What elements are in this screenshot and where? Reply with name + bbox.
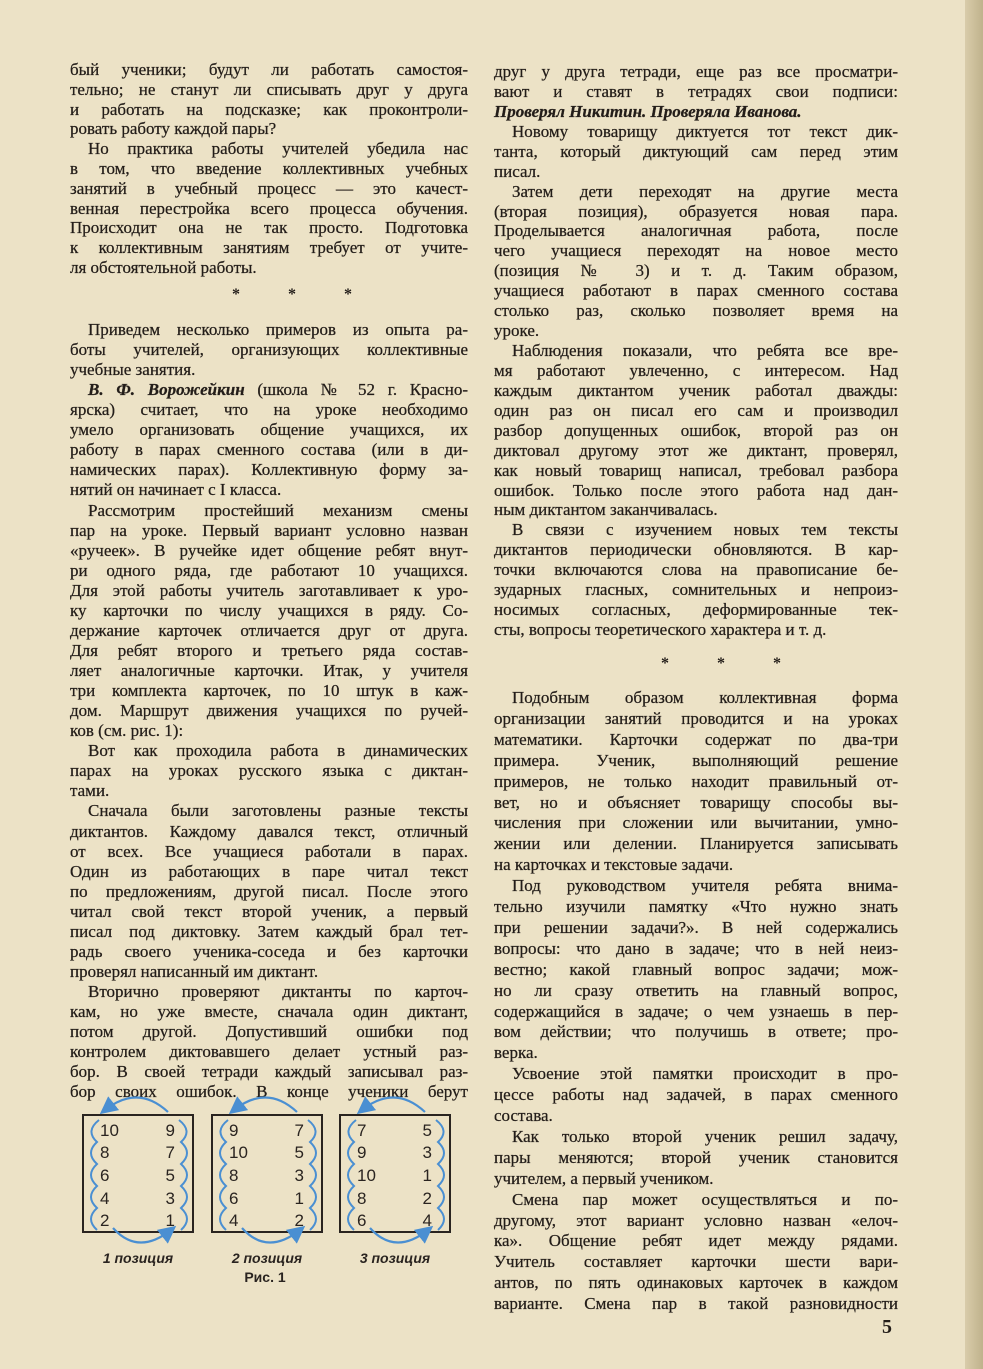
student-number: 3 [165,1189,175,1208]
text-line: боты учителей, организующих коллективные [70,340,468,360]
text-line: Проверял Никитин. Проверяла Иванова. [494,101,802,121]
text-line: вом действии; что получишь в ответе; про- [494,1022,898,1042]
text-line: при решении задачи?». В ней содержались [494,917,898,937]
text-line: умело организовать общение учащихся, их [70,420,468,440]
text-line: проверял написанный им диктант. [70,961,319,981]
text-line: нятий он начинает с I класса. [70,480,282,500]
text-line: диктантов периодически обновляются. В кар- [494,540,898,560]
position-label: 1 позиция [102,1250,174,1266]
text-line: три комплекта карточек, по 10 штук в каж- [70,681,468,701]
text-line: ри одного ряда, где работают 10 учащихся. [70,560,468,580]
student-number: 9 [357,1143,367,1162]
student-number: 5 [165,1166,175,1185]
text-line: держание карточек отличается друг от друга. [70,620,468,640]
text-line: как новый товарищ написал, требовал разбора [494,460,898,480]
student-number: 6 [100,1166,110,1185]
text-line: В связи с изучением новых тем тексты [512,520,898,540]
text-line: Для этой работы учитель заготавливает к уро- [70,580,468,600]
section-separator: * * * [661,655,803,672]
text-line: Усвоение этой памятки происходит в про- [512,1064,898,1084]
student-number: 5 [422,1121,432,1140]
text-line: ка». Общение ребят идет между рядами. [494,1231,898,1251]
student-number: 4 [229,1211,239,1230]
text-line: друг у друга тетради, еще раз все просматри- [494,62,898,81]
text-line: Происходит она не так просто. Подготовка [70,218,468,238]
text-line: варианте. Смена пар в такой разновидности [494,1294,898,1314]
figure-pair-rotation-diagram [70,1090,470,1290]
text-line: работу в парах сменного состава (или в ди- [70,440,468,460]
text-line: контролем диктовавшего делает устный раз- [70,1042,468,1062]
text-line: тельно изучили памятку «Что нужно знать [494,897,898,916]
page-number: 5 [882,1316,892,1338]
student-number: 2 [100,1211,110,1230]
text-line: дом. Маршрут движения учащихся по ручей- [70,701,468,721]
text-line: ля обстоятельной работы. [70,258,257,277]
wavy-arrow-left-icon [220,1120,228,1230]
text-line: Затем дети переходят на другие места [512,181,898,201]
text-line: вопросы: что дано в задаче; что в ней неиз- [494,938,898,958]
text-line: Вот как проходила работа в динамических [88,741,468,761]
text-line: носимых согласных, деформированные тек- [494,600,898,620]
text-line: антов, по пять одинаковых карточек в каждом [494,1273,898,1293]
position-label: 3 позиция [359,1250,431,1266]
student-number: 6 [229,1189,239,1208]
student-number: 8 [100,1143,110,1162]
text-line: Вторично проверяют диктанты по карточ- [88,981,468,1001]
student-number: 8 [357,1189,367,1208]
text-line: тельно; не станут ли списывать друг у друга [70,79,468,99]
student-number: 9 [165,1121,175,1140]
text-line: Рассмотрим простейший механизм смены [88,500,468,520]
text-line: писал под диктовку. Затем каждый брал тет- [70,921,468,941]
text-line: организации занятий проводится и на уроках [494,708,898,728]
text-line: к коллективным занятиям требует от учите- [70,238,468,258]
wavy-arrow-left-icon [91,1120,99,1230]
text-line [70,380,468,400]
student-number: 2 [294,1211,304,1230]
text-line: танта, который диктующий сам перед этим [494,141,898,161]
student-number: 4 [100,1189,110,1208]
text-line: Под руководством учителя ребята внима- [512,876,898,896]
text-line: Сначала были заготовлены разные тексты [88,801,468,821]
text-line: другому, этот вариант условно назван «елоч- [494,1210,898,1230]
student-number: 10 [229,1143,248,1162]
text-line: потом другой. Допустивший ошибки под [70,1022,468,1042]
text-line: Как только второй ученик решил задачу, [512,1126,898,1146]
wavy-arrow-right-icon [436,1120,444,1230]
text-line: намических парах). Коллективную форму за- [70,460,468,480]
text-line: (позиция № 3) и т. д. Таким образом, [494,261,898,281]
student-number: 3 [294,1166,304,1185]
position-label: 2 позиция [231,1250,303,1266]
text-line: ровать работу каждой пары? [70,119,277,139]
student-number: 10 [357,1166,376,1185]
student-number: 1 [294,1189,304,1208]
text-line: зударных гласных, сомнительных и непроиз- [494,580,898,600]
text-line: ошибок. Только после этого работа над дан- [494,480,898,500]
text-line: «ручеек». В ручейке идет общение ребят внут- [70,540,468,560]
student-number: 1 [165,1211,175,1230]
student-number: 7 [294,1121,304,1140]
text-line: точки включаются слова на правописание бе- [494,560,898,580]
text-line: диктовал другому этот же диктант, проверял, [494,440,898,460]
student-number: 4 [422,1211,432,1230]
text-line: читал свой текст второй ученик, а первый [70,901,468,921]
student-number: 5 [294,1143,304,1162]
text-line: занятий в учебный процесс — это качест- [70,178,468,198]
text-line: ку карточки по числу учащихся в ряду. Со- [70,600,468,620]
text-line: радь своего ученика-соседа и без карточки [70,941,468,961]
text-line: состава. [494,1106,553,1125]
bottom-arrow-icon [370,1228,428,1243]
text-line: Наблюдения показали, что ребята все вре- [512,341,898,361]
text-line: ляет аналогичные карточки. Итак, у учителя [70,661,468,681]
text-line: по предложениям, другой писал. После этого [70,881,468,901]
text-line: чего учащиеся переходят на новое место [494,241,898,261]
text-line: бый ученики; будут ли работать самостоя- [70,60,468,79]
top-arrow-icon [234,1097,297,1112]
text-line: Учитель составляет карточки шести вари- [494,1252,898,1272]
text-line: от всех. Все учащиеся работали в парах. [70,841,468,861]
top-arrow-icon [105,1097,168,1112]
bottom-arrow-icon [242,1228,300,1243]
section-separator: * * * [232,286,374,303]
text-line: математики. Карточки содержат по два-три [494,729,898,749]
page-edge [965,0,983,1369]
student-number: 2 [422,1189,432,1208]
text-line: учителем, а первый учеником. [494,1168,714,1188]
text-line: но ли сразу ответить на главный вопрос, [494,980,898,1000]
text-line: ков (см. рис. 1): [70,721,184,741]
text-line: в том, что введение коллективных учебных [70,159,468,178]
text-line: вают и ставят в тетрадях свои подписи: [494,81,898,101]
text-line: Подобным образом коллективная форма [512,688,898,707]
text-line: на карточках и текстовые задачи. [494,855,734,875]
student-number: 10 [100,1121,119,1140]
text-line: один раз он писал его сам и производил [494,400,898,420]
text-line: бор своих ошибок. В конце ученики берут [70,1082,468,1102]
text-line: примера. Ученик, выполняющий решение [494,750,898,770]
text-line: Для ребят второго и третьего ряда состав- [70,640,468,660]
text-line: учащиеся работают в парах сменного состава [494,281,898,301]
student-number: 6 [357,1211,367,1230]
wavy-arrow-left-icon [348,1120,356,1230]
text-line: Смена пар может осуществляться и по- [512,1189,898,1209]
student-number: 9 [229,1121,239,1140]
text-line: и работать на подсказке; как проконтроли- [70,99,468,119]
text-line: ным диктантом заканчивалась. [494,500,718,520]
text-line: (вторая позиция), образуется новая пара. [494,201,898,221]
top-arrow-icon [362,1097,425,1112]
author-name: В. Ф. Ворожейкин [88,380,245,400]
text-line: вет, но и объясняет товарищу способы вы- [494,792,898,812]
wavy-arrow-right-icon [308,1120,316,1230]
student-number: 7 [357,1121,367,1140]
text-line: пары меняются; второй ученик становится [494,1147,898,1167]
text-line: тами. [70,781,110,801]
text-line: примеров, не только находит правильный от- [494,771,898,791]
text-line: учебные занятия. [70,360,196,380]
wavy-arrow-right-icon [179,1120,187,1230]
text-line: парах на уроках русского языка с диктан- [70,761,468,781]
bottom-arrow-icon [113,1228,171,1243]
text-line: каждым диктантом ученик работал дважды: [494,380,898,400]
student-number: 8 [229,1166,239,1185]
text-line: Но практика работы учителей убедила нас [88,139,468,159]
text-line: ярска) считает, что на уроке необходимо [70,400,468,420]
student-number: 3 [422,1143,432,1162]
text-line: жении или делении. Планируется записывать [494,834,898,854]
text-line: сты, вопросы теоретического характера и т. д. [494,620,827,640]
text-line: Один из работающих в паре читал текст [70,861,468,881]
text-line: пар на уроке. Первый вариант условно назван [70,520,468,540]
text-line: Новому товарищу диктуется тот текст дик- [512,121,898,141]
text-line: верка. [494,1043,538,1063]
text-line: содержащийся в задаче; о чем узнаешь в пер- [494,1001,898,1021]
figure-caption: Рис. 1 [244,1269,286,1285]
text-line: бор. В своей тетради каждый записывал раз- [70,1062,468,1082]
text-line: разбор допущенных ошибок, второй раз он [494,420,898,440]
text-line: цессе работы над задачей, в парах сменного [494,1085,898,1105]
student-number: 1 [422,1166,432,1185]
text-line: венная перестройка всего процесса обучения. [70,198,468,218]
text-line: кам, но уже вместе, сначала один диктант, [70,1002,468,1022]
text-line: Приведем несколько примеров из опыта ра- [88,320,468,339]
text-line: Проделывается аналогичная работа, после [494,221,898,241]
text-line: столько раз, сколько позволяет время на [494,301,898,321]
text-line: вестно; какой главный вопрос задачи; мож- [494,959,898,979]
text-line: мя работают увлеченно, с интересом. Над [494,360,898,380]
student-number: 7 [165,1143,175,1162]
text-line: писал. [494,161,541,181]
text-line: уроке. [494,321,540,341]
text-line: числения при сложении или вычитании, умно- [494,813,898,833]
text-line-rest: (школа № 52 г. Красно- [244,380,468,400]
text-line: диктантов. Каждому давался текст, отличный [70,821,468,841]
